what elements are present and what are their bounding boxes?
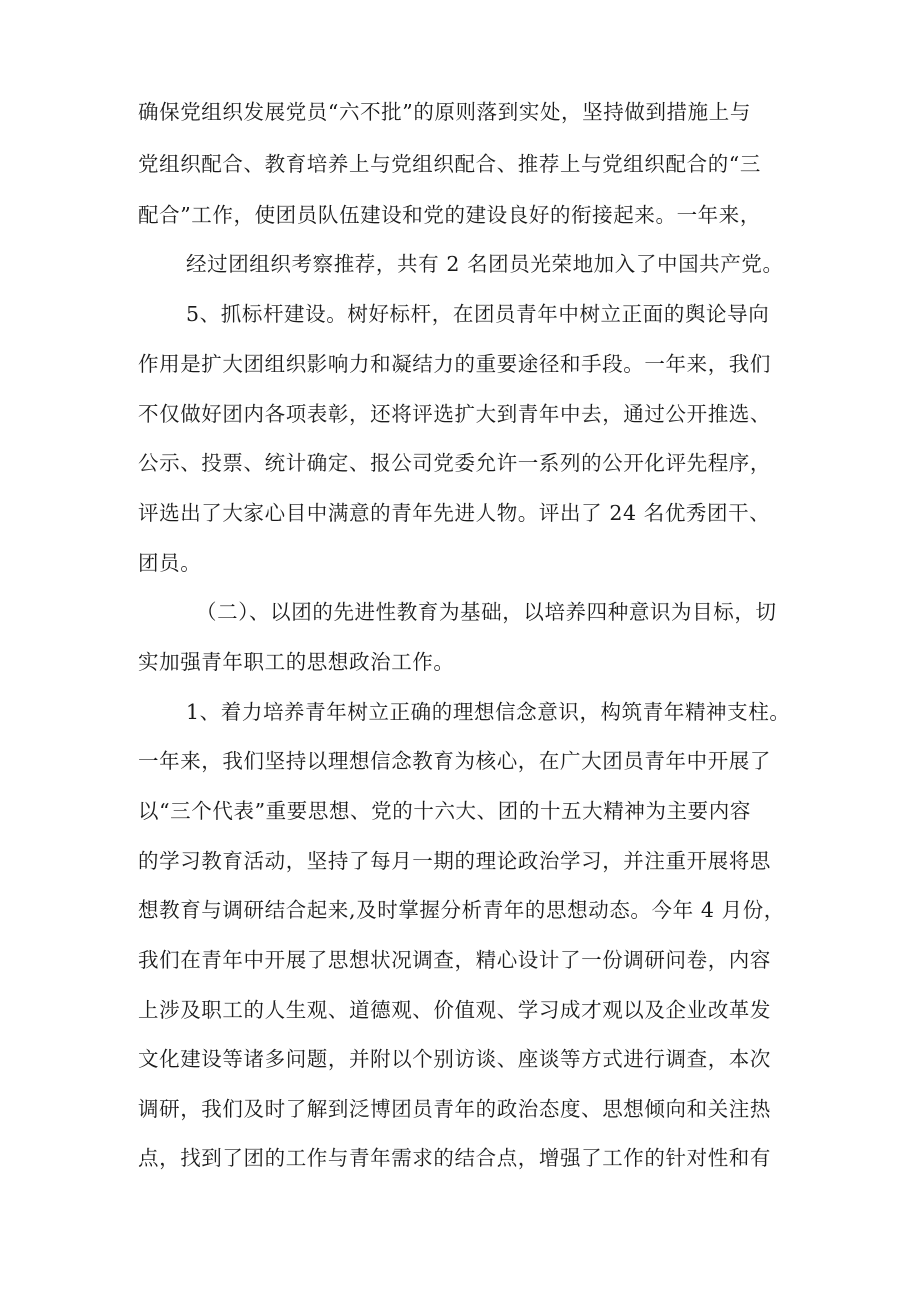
text-line: 5、抓标杆建设。树好标杆，在团员青年中树立正面的舆论导向: [186, 302, 770, 326]
text-line: 配合”工作，使团员队伍建设和党的建设良好的衔接起来。一年来，: [138, 203, 761, 227]
text-line: 一年来，我们坚持以理想信念教育为核心，在广大团员青年中开展了: [138, 749, 771, 773]
text-line: 上涉及职工的人生观、道德观、价值观、学习成才观以及企业改革发: [138, 998, 771, 1022]
text-line: 评选出了大家心目中满意的青年先进人物。评出了 24 名优秀团干、: [138, 501, 771, 525]
text-line: 想教育与调研结合起来,及时掌握分析青年的思想动态。今年 4 月份，: [138, 898, 785, 922]
text-line: 的学习教育活动，坚持了每月一期的理论政治学习，并注重开展将思: [138, 849, 771, 873]
text-line: 作用是扩大团组织影响力和凝结力的重要途径和手段。一年来，我们: [138, 352, 771, 376]
text-line: 调研，我们及时了解到泛博团员青年的政治态度、思想倾向和关注热: [138, 1097, 771, 1121]
text-line: 团员。: [138, 551, 202, 575]
text-line: 1、着力培养青年树立正确的理想信念意识，构筑青年精神支柱。: [186, 700, 791, 724]
text-line: 实加强青年职工的思想政治工作。: [138, 650, 455, 674]
text-line: 文化建设等诸多问题，并附以个别访谈、座谈等方式进行调查，本次: [138, 1047, 771, 1071]
text-line: 点，找到了团的工作与青年需求的结合点，增强了工作的针对性和有: [138, 1146, 771, 1170]
text-line: 我们在青年中开展了思想状况调查，精心设计了一份调研问卷，内容: [138, 948, 771, 972]
text-line: 确保党组织发展党员“六不批”的原则落到实处，坚持做到措施上与: [138, 100, 751, 124]
text-line: 公示、投票、统计确定、报公司党委允许一系列的公开化评先程序，: [138, 451, 771, 475]
text-line: 党组织配合、教育培养上与党组织配合、推荐上与党组织配合的“三: [138, 152, 761, 176]
text-line: （二）、以团的先进性教育为基础，以培养四种意识为目标，切: [196, 600, 777, 624]
text-line: 经过团组织考察推荐，共有 2 名团员光荣地加入了中国共产党。: [186, 252, 784, 276]
text-line: 不仅做好团内各项表彰，还将评选扩大到青年中去，通过公开推选、: [138, 402, 771, 426]
text-line: 以“三个代表”重要思想、党的十六大、团的十五大精神为主要内容: [138, 799, 751, 823]
